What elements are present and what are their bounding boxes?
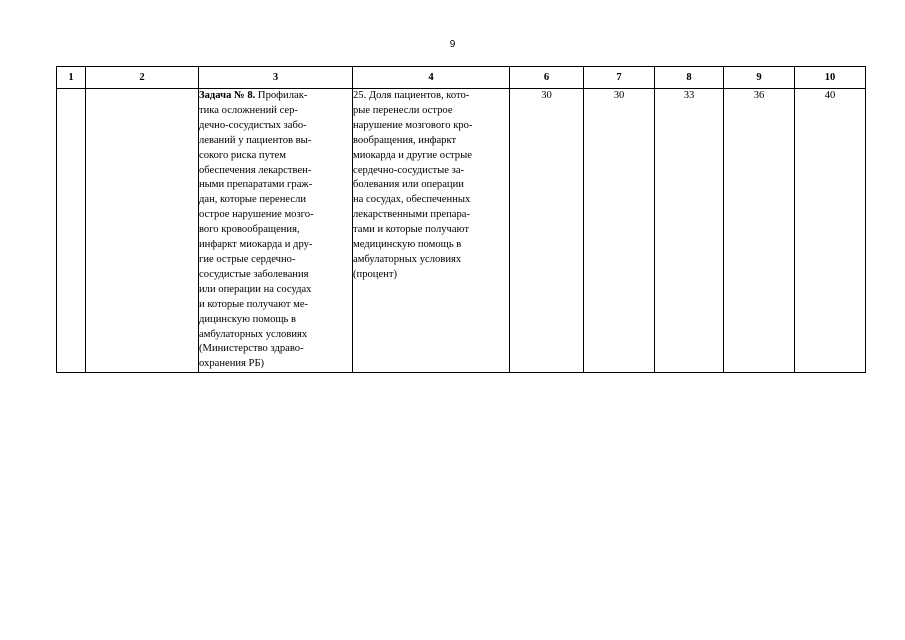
page-number: 9	[449, 39, 456, 50]
indicator-text-line: на сосудах, обеспеченных	[353, 194, 471, 206]
indicator-text-line: нарушение мозгового кро-	[353, 119, 473, 131]
indicator-cell	[353, 89, 510, 373]
task-text-line: дечно-сосудистых забо-	[199, 119, 307, 131]
value-cell: 33	[655, 89, 724, 373]
task-text-line: тика осложнений сер-	[199, 104, 298, 116]
value-cell: 40	[795, 89, 866, 373]
column-header: 1	[57, 67, 86, 89]
task-text-line: и которые получают ме-	[199, 298, 309, 310]
indicator-text-line: рые перенесли острое	[353, 104, 453, 116]
task-text-line: сокого риска путем	[199, 149, 286, 161]
task-text-line: амбулаторных условиях	[199, 328, 308, 340]
value-cell: 30	[510, 89, 584, 373]
column-header: 3	[199, 67, 353, 89]
indicator-text-line: сердечно-сосудистые за-	[353, 164, 465, 176]
indicator-text-line: 25. Доля пациентов, кото-	[353, 90, 470, 101]
column-header: 6	[510, 67, 584, 89]
task-text-line: дан, которые перенесли	[199, 194, 307, 206]
task-label: Задача № 8.	[199, 90, 256, 101]
column-header: 9	[724, 67, 795, 89]
column-header: 10	[795, 67, 866, 89]
value-cell: 36	[724, 89, 795, 373]
task-text-line: леваний у пациентов вы-	[199, 134, 312, 146]
column-header: 7	[584, 67, 655, 89]
table-row	[57, 89, 866, 373]
value-cell: 30	[584, 89, 655, 373]
task-cell	[199, 89, 353, 373]
targets-table	[56, 66, 866, 373]
program-cell	[86, 89, 199, 373]
column-header: 4	[353, 67, 510, 89]
task-text-line: (Министерство здраво-	[199, 343, 304, 355]
task-text-line: гие острые сердечно-	[199, 253, 296, 265]
task-text-line: инфаркт миокарда и дру-	[199, 239, 313, 251]
task-text-line: Профилак-	[255, 90, 308, 101]
task-text-line: обеспечения лекарствен-	[199, 164, 312, 176]
indicator-text-line: медицинскую помощь в	[353, 239, 462, 251]
indicator-text-line: вообращения, инфаркт	[353, 134, 457, 146]
task-text-line: охранения РБ)	[199, 358, 265, 370]
indicator-text-line: болевания или операции	[353, 179, 464, 191]
table-header-row	[57, 67, 866, 89]
indicator-text-line: лекарственными препара-	[353, 209, 470, 221]
task-text-line: или операции на сосудах	[199, 283, 312, 295]
task-text-line: сосудистые заболевания	[199, 268, 309, 280]
indicator-text-line: (процент)	[353, 268, 397, 280]
column-header: 2	[86, 67, 199, 89]
indicator-text-line: амбулаторных условиях	[353, 253, 462, 265]
indicator-text-line: миокарда и другие острые	[353, 149, 472, 161]
indicator-text-line: тами и которые получают	[353, 224, 469, 236]
column-header: 8	[655, 67, 724, 89]
row-number-cell	[57, 89, 86, 373]
task-text-line: дицинскую помощь в	[199, 313, 297, 325]
task-text-line: ными препаратами граж-	[199, 179, 313, 191]
task-text-line: вого кровообращения,	[199, 224, 300, 236]
task-text-line: острое нарушение мозго-	[199, 209, 314, 221]
